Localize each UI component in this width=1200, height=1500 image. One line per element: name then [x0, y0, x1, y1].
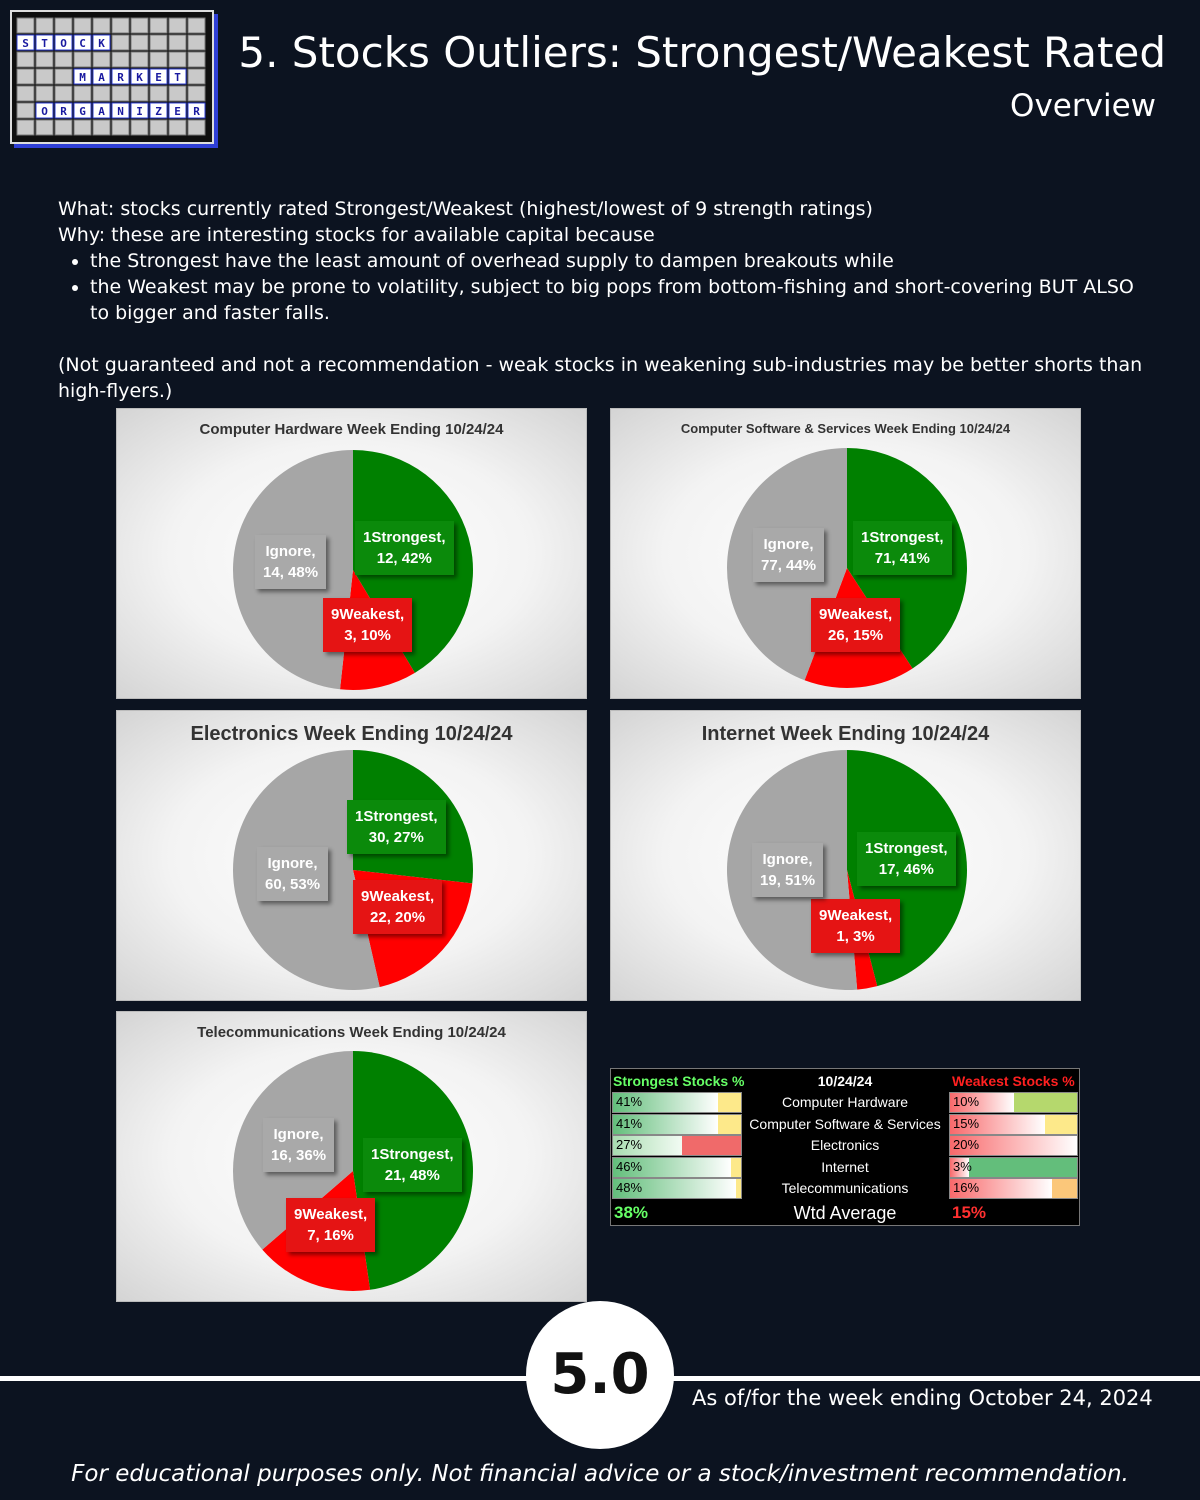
logo-cell	[55, 69, 72, 84]
logo-cell	[36, 69, 53, 84]
logo-cell	[74, 86, 91, 101]
chart-title: Internet Week Ending 10/24/24	[701, 723, 990, 745]
chart-title: Computer Hardware Week Ending 10/24/24	[199, 421, 504, 438]
logo-cell	[17, 18, 34, 33]
logo-cell	[188, 18, 205, 33]
weakest-value: 3%	[953, 1158, 972, 1174]
intro-what: What: stocks currently rated Strongest/Weakest (highest/lowest of 9 strength ratings)	[58, 198, 873, 220]
logo-cell	[131, 35, 148, 50]
bullet-weakest: • the Weakest may be prone to volatility, subject to big pops from bottom-fishing and short-covering BUT ALSO to bigger and faster falls.	[90, 274, 1158, 326]
logo-cell	[17, 86, 34, 101]
avg-strongest: 38%	[614, 1203, 649, 1222]
intro-why: Why: these are interesting stocks for available capital because	[58, 224, 655, 246]
logo-cell	[188, 69, 205, 84]
logo-cell	[150, 18, 167, 33]
logo-cell	[150, 35, 167, 50]
logo-cell	[55, 120, 72, 135]
header-weakest: Weakest Stocks %	[952, 1073, 1075, 1089]
logo-cell	[36, 86, 53, 101]
weakest-bar-cell	[949, 1092, 1078, 1113]
pie-chart	[611, 711, 1080, 1000]
summary-table	[610, 1068, 1080, 1226]
logo-cell	[112, 86, 129, 101]
sector-name: Internet	[821, 1158, 869, 1175]
chart-title: Computer Software & Services Week Ending 10/24/24	[680, 421, 1011, 436]
logo-cell	[55, 86, 72, 101]
slice-label-ignore: Ignore, 16, 36%	[263, 1118, 334, 1172]
strongest-value: 41%	[616, 1115, 643, 1131]
strongest-value: 48%	[616, 1180, 643, 1195]
summary-row	[611, 1135, 1079, 1156]
logo-letter: T	[41, 37, 48, 50]
logo-letter: I	[136, 105, 143, 118]
strongest-bar-cell	[612, 1178, 742, 1199]
logo-cell	[36, 120, 53, 135]
logo-cell	[131, 52, 148, 67]
chart-title: Electronics Week Ending 10/24/24	[190, 723, 513, 745]
logo-letter: Z	[155, 105, 162, 118]
logo-cell	[169, 120, 186, 135]
header-strongest: Strongest Stocks %	[613, 1073, 745, 1089]
pie-chart	[117, 711, 586, 1000]
intro-note: (Not guaranteed and not a recommendation - weak stocks in weakening sub-industries may be better shorts than high-flyers.)	[58, 354, 1143, 402]
logo-cell	[55, 52, 72, 67]
weakest-bar-cell	[949, 1157, 1078, 1178]
sector-name: Telecommunications	[781, 1180, 909, 1196]
summary-row	[611, 1178, 1079, 1199]
logo-cell	[93, 18, 110, 33]
weakest-bar-cell	[949, 1178, 1078, 1199]
weakest-value: 15%	[953, 1115, 980, 1131]
strongest-bar-cell	[612, 1114, 742, 1135]
pie-panel-internet	[610, 710, 1081, 1001]
strongest-value: 27%	[616, 1137, 643, 1152]
logo-letter: E	[174, 105, 181, 118]
logo-letter: R	[193, 105, 200, 118]
strongest-bar-cell	[612, 1157, 742, 1178]
logo-cell	[188, 35, 205, 50]
logo-cell	[150, 86, 167, 101]
sector-name: Computer Hardware	[781, 1094, 909, 1110]
slice-label-strongest: 1Strongest, 21, 48%	[363, 1138, 462, 1192]
strongest-bar-cell	[612, 1092, 742, 1113]
logo-letter: R	[117, 71, 124, 84]
logo-cell	[169, 52, 186, 67]
logo-cell	[169, 18, 186, 33]
summary-row	[611, 1092, 1079, 1113]
logo-cell	[188, 86, 205, 101]
bullet-strongest: • the Strongest have the least amount of overhead supply to dampen breakouts while	[90, 248, 1158, 274]
logo-cell	[150, 120, 167, 135]
slice-label-weakest: 9Weakest, 7, 16%	[286, 1198, 375, 1252]
slice-label-strongest: 1Strongest, 12, 42%	[355, 521, 454, 575]
pie-panel-telecommunications	[116, 1011, 587, 1302]
sector-name: Computer Software & Services	[749, 1115, 941, 1132]
slice-label-ignore: Ignore, 60, 53%	[257, 847, 328, 901]
slice-label-strongest: 1Strongest, 30, 27%	[347, 800, 446, 854]
logo-letter: O	[41, 105, 48, 118]
logo-letter: S	[22, 37, 29, 50]
strongest-bar-cell	[612, 1135, 742, 1156]
logo-cell	[131, 120, 148, 135]
logo-letter: N	[117, 105, 124, 118]
logo-cell	[93, 86, 110, 101]
summary-row	[611, 1157, 1079, 1178]
logo-cell	[112, 52, 129, 67]
logo-letter: R	[60, 105, 67, 118]
sector-name: Electronics	[810, 1137, 880, 1153]
page-subtitle: Overview	[1010, 88, 1156, 124]
weakest-bar-cell	[949, 1114, 1078, 1135]
pie-chart	[117, 1012, 586, 1301]
logo-cell	[112, 35, 129, 50]
page-title: 5. Stocks Outliers: Strongest/Weakest Rated	[238, 28, 1166, 77]
pie-chart	[117, 409, 586, 698]
slice-label-weakest: 9Weakest, 26, 15%	[811, 598, 900, 652]
slice-label-ignore: Ignore, 14, 48%	[255, 535, 326, 589]
logo-cell	[17, 103, 34, 118]
pie-chart	[611, 409, 1080, 698]
logo-letter: A	[98, 71, 105, 84]
logo-letter: K	[136, 71, 143, 84]
strongest-value: 46%	[616, 1158, 643, 1174]
logo-letter: A	[98, 105, 105, 118]
logo-cell	[17, 69, 34, 84]
pie-panel-electronics	[116, 710, 587, 1001]
weakest-value: 16%	[953, 1180, 980, 1195]
logo-grid	[12, 12, 212, 142]
as-of-date: As of/for the week ending October 24, 2024	[692, 1386, 1153, 1410]
logo-cell	[188, 120, 205, 135]
slice-label-strongest: 1Strongest, 17, 46%	[857, 832, 956, 886]
logo-cell	[36, 52, 53, 67]
pie-panel-computer-hardware	[116, 408, 587, 699]
logo-cell	[74, 120, 91, 135]
pie-panel-computer-software	[610, 408, 1081, 699]
weakest-value: 20%	[953, 1137, 980, 1152]
slice-label-weakest: 9Weakest, 3, 10%	[323, 598, 412, 652]
slice-label-weakest: 9Weakest, 22, 20%	[353, 880, 442, 934]
slice-label-ignore: Ignore, 77, 44%	[753, 528, 824, 582]
avg-weakest: 15%	[952, 1203, 987, 1222]
disclaimer: For educational purposes only. Not financial advice or a stock/investment recommendation.	[71, 1461, 1129, 1487]
logo-cell	[74, 52, 91, 67]
section-badge: 5.0	[526, 1301, 674, 1449]
logo-letter: T	[174, 71, 181, 84]
logo-cell	[131, 18, 148, 33]
logo-cell	[36, 18, 53, 33]
logo-cell	[169, 86, 186, 101]
slice-label-weakest: 9Weakest, 1, 3%	[811, 899, 900, 953]
summary-row	[611, 1114, 1079, 1135]
logo-cell	[74, 18, 91, 33]
logo-letter: E	[155, 71, 162, 84]
logo-cell	[169, 35, 186, 50]
intro-text	[58, 196, 1158, 404]
weakest-value: 10%	[953, 1094, 980, 1109]
logo-cell	[150, 52, 167, 67]
avg-label: Wtd Average	[793, 1203, 897, 1223]
logo	[10, 10, 214, 144]
logo-cell	[188, 52, 205, 67]
slice-label-strongest: 1Strongest, 71, 41%	[853, 521, 952, 575]
logo-letter: G	[79, 105, 86, 118]
logo-letter: M	[79, 71, 86, 84]
logo-cell	[17, 120, 34, 135]
logo-cell	[112, 18, 129, 33]
strongest-value: 41%	[616, 1094, 643, 1109]
logo-cell	[55, 18, 72, 33]
logo-cell	[131, 86, 148, 101]
weakest-bar-cell	[949, 1135, 1078, 1156]
logo-cell	[112, 120, 129, 135]
logo-cell	[93, 120, 110, 135]
logo-cell	[93, 52, 110, 67]
logo-cell	[17, 52, 34, 67]
chart-title: Telecommunications Week Ending 10/24/24	[197, 1024, 506, 1041]
logo-letter: C	[79, 37, 86, 50]
logo-letter: K	[98, 37, 105, 50]
slice-label-ignore: Ignore, 19, 51%	[752, 843, 823, 897]
header-date: 10/24/24	[817, 1073, 873, 1089]
intro-bullets	[58, 248, 1158, 326]
logo-letter: O	[60, 37, 67, 50]
